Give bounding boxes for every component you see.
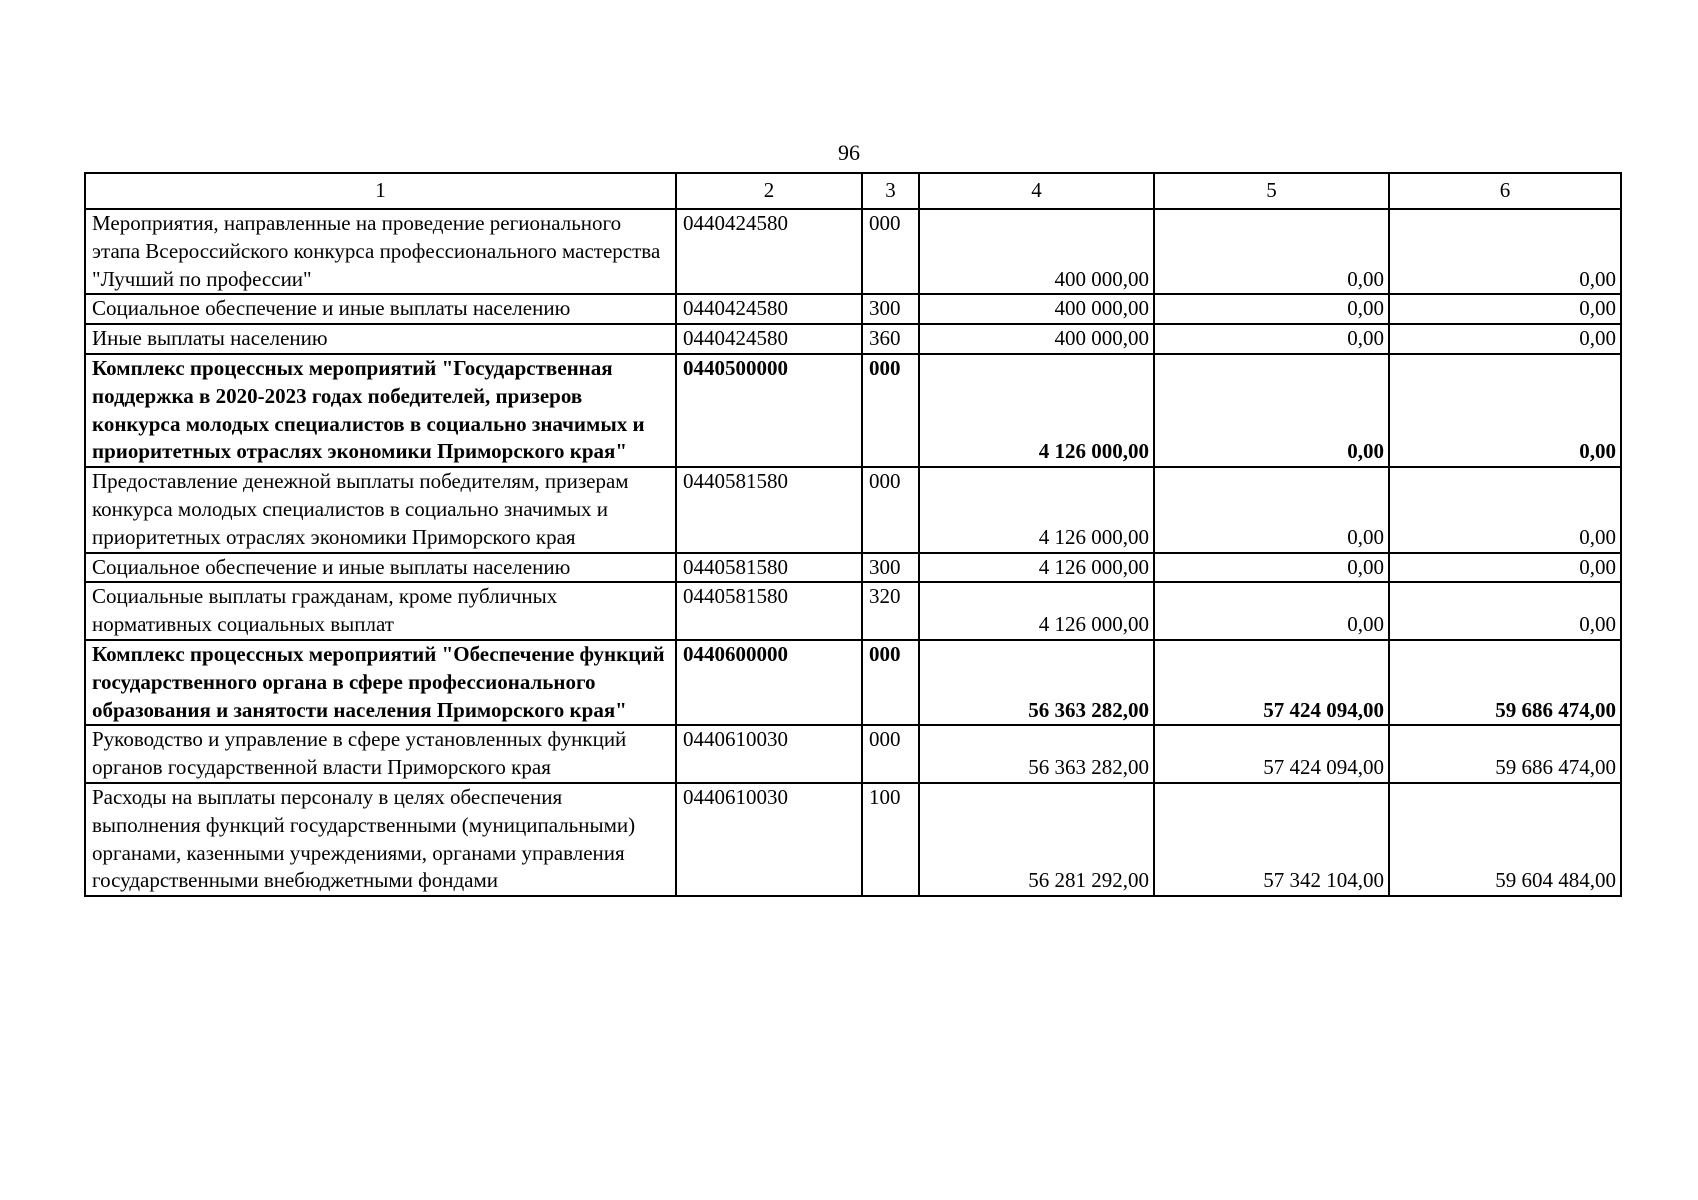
amount-col5-cell: 57 424 094,00 <box>1154 725 1389 783</box>
amount-col4-cell: 56 363 282,00 <box>919 725 1154 783</box>
column-header: 3 <box>862 173 919 209</box>
expense-kind-cell: 000 <box>862 209 919 294</box>
expense-kind-cell: 000 <box>862 467 919 552</box>
table-row <box>85 209 1621 294</box>
expense-kind-cell: 100 <box>862 783 919 896</box>
amount-col5-cell: 57 424 094,00 <box>1154 640 1389 725</box>
target-code-cell: 0440600000 <box>676 640 862 725</box>
row-name-cell: Комплекс процессных мероприятий "Обеспечение функций государственного органа в сфере профессионального образования и занятости населения Приморского края" <box>85 640 676 725</box>
page-number: 96 <box>838 140 860 165</box>
target-code-cell: 0440424580 <box>676 209 862 294</box>
row-name-cell: Социальное обеспечение и иные выплаты населению <box>85 553 676 583</box>
expense-kind-cell: 000 <box>862 354 919 467</box>
amount-col4-cell: 400 000,00 <box>919 294 1154 324</box>
target-code-cell: 0440581580 <box>676 553 862 583</box>
amount-col6-cell: 0,00 <box>1389 553 1621 583</box>
table-row <box>85 354 1621 467</box>
row-name-cell: Расходы на выплаты персоналу в целях обеспечения выполнения функций государственными (муниципальными) органами, казенными учреждениями, органами управления государственными внебюджетными фондами <box>85 783 676 896</box>
expense-kind-cell: 000 <box>862 640 919 725</box>
table-row <box>85 725 1621 783</box>
amount-col5-cell: 0,00 <box>1154 294 1389 324</box>
target-code-cell: 0440610030 <box>676 783 862 896</box>
expense-kind-cell: 320 <box>862 582 919 640</box>
table-row <box>85 783 1621 896</box>
amount-col6-cell: 0,00 <box>1389 467 1621 552</box>
target-code-cell: 0440424580 <box>676 324 862 354</box>
row-name-cell: Иные выплаты населению <box>85 324 676 354</box>
amount-col5-cell: 0,00 <box>1154 553 1389 583</box>
column-header: 1 <box>85 173 676 209</box>
expense-kind-cell: 000 <box>862 725 919 783</box>
header-row <box>85 173 1621 209</box>
row-name-cell: Руководство и управление в сфере установленных функций органов государственной власти Приморского края <box>85 725 676 783</box>
table-row <box>85 467 1621 552</box>
amount-col5-cell: 57 342 104,00 <box>1154 783 1389 896</box>
column-header: 5 <box>1154 173 1389 209</box>
amount-col5-cell: 0,00 <box>1154 209 1389 294</box>
amount-col4-cell: 56 363 282,00 <box>919 640 1154 725</box>
amount-col6-cell: 59 604 484,00 <box>1389 783 1621 896</box>
budget-table <box>84 172 1622 897</box>
table-row <box>85 324 1621 354</box>
amount-col4-cell: 400 000,00 <box>919 324 1154 354</box>
amount-col4-cell: 400 000,00 <box>919 209 1154 294</box>
amount-col5-cell: 0,00 <box>1154 582 1389 640</box>
target-code-cell: 0440500000 <box>676 354 862 467</box>
row-name-cell: Мероприятия, направленные на проведение регионального этапа Всероссийского конкурса профессионального мастерства "Лучший по профессии" <box>85 209 676 294</box>
table-row <box>85 553 1621 583</box>
amount-col6-cell: 59 686 474,00 <box>1389 725 1621 783</box>
target-code-cell: 0440610030 <box>676 725 862 783</box>
target-code-cell: 0440581580 <box>676 582 862 640</box>
amount-col5-cell: 0,00 <box>1154 467 1389 552</box>
expense-kind-cell: 300 <box>862 294 919 324</box>
amount-col4-cell: 4 126 000,00 <box>919 553 1154 583</box>
amount-col6-cell: 59 686 474,00 <box>1389 640 1621 725</box>
expense-kind-cell: 300 <box>862 553 919 583</box>
amount-col6-cell: 0,00 <box>1389 582 1621 640</box>
amount-col5-cell: 0,00 <box>1154 354 1389 467</box>
amount-col6-cell: 0,00 <box>1389 294 1621 324</box>
target-code-cell: 0440424580 <box>676 294 862 324</box>
row-name-cell: Социальные выплаты гражданам, кроме публичных нормативных социальных выплат <box>85 582 676 640</box>
amount-col5-cell: 0,00 <box>1154 324 1389 354</box>
expense-kind-cell: 360 <box>862 324 919 354</box>
amount-col4-cell: 4 126 000,00 <box>919 582 1154 640</box>
row-name-cell: Социальное обеспечение и иные выплаты населению <box>85 294 676 324</box>
column-header: 4 <box>919 173 1154 209</box>
target-code-cell: 0440581580 <box>676 467 862 552</box>
table-row <box>85 640 1621 725</box>
row-name-cell: Предоставление денежной выплаты победителям, призерам конкурса молодых специалистов в социально значимых и приоритетных отраслях экономики Приморского края <box>85 467 676 552</box>
column-header: 6 <box>1389 173 1621 209</box>
amount-col4-cell: 4 126 000,00 <box>919 467 1154 552</box>
amount-col6-cell: 0,00 <box>1389 209 1621 294</box>
table-row <box>85 582 1621 640</box>
amount-col4-cell: 4 126 000,00 <box>919 354 1154 467</box>
amount-col4-cell: 56 281 292,00 <box>919 783 1154 896</box>
column-header: 2 <box>676 173 862 209</box>
table-row <box>85 294 1621 324</box>
row-name-cell: Комплекс процессных мероприятий "Государственная поддержка в 2020-2023 годах победителей, призеров конкурса молодых специалистов в социально значимых и приоритетных отраслях экономики Приморского края" <box>85 354 676 467</box>
amount-col6-cell: 0,00 <box>1389 354 1621 467</box>
amount-col6-cell: 0,00 <box>1389 324 1621 354</box>
